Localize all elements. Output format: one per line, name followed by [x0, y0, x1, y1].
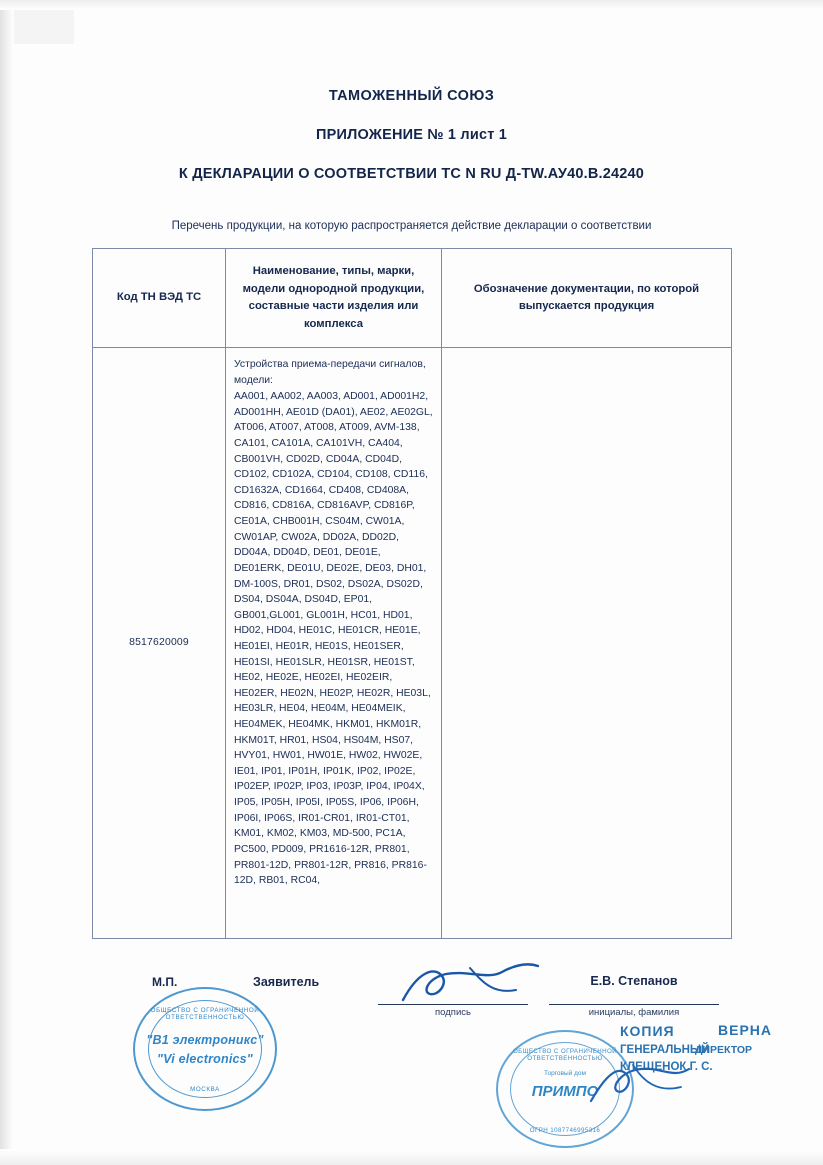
table-header-row	[93, 249, 731, 348]
document-title-declaration: К ДЕКЛАРАЦИИ О СООТВЕТСТВИИ ТС N RU Д-TW.АУ40.В.24240	[178, 166, 645, 182]
stamp2-subtitle: Торговый дом	[544, 1070, 586, 1077]
copy-position-label: ГЕНЕРАЛЬНЫЙ	[620, 1043, 710, 1056]
applicant-name: Е.В. Степанов	[590, 974, 678, 988]
stamp2-arc-top-text: ОБЩЕСТВО С ОГРАНИЧЕННОЙ ОТВЕТСТВЕННОСТЬЮ	[512, 1048, 618, 1062]
scan-edge-top	[0, 0, 823, 10]
copy-label: КОПИЯ	[620, 1023, 675, 1039]
table-cell-product-name	[226, 348, 442, 938]
table-cell-code	[93, 348, 226, 938]
table-header-code: Код ТН ВЭД ТС	[93, 249, 226, 347]
document-subtitle: Перечень продукции, на которую распространяется действие декларации о соответствии	[171, 220, 652, 232]
handwritten-signature-secondary-icon	[585, 1055, 705, 1110]
copy-verna-label: ВЕРНА	[718, 1022, 773, 1038]
table-header-product-name: Наименование, типы, марки, модели однородной продукции, составные части изделия или комплекса	[226, 249, 442, 347]
handwritten-signature-icon	[398, 960, 548, 1010]
table-header-documentation: Обозначение документации, по которой выпускается продукция	[473, 282, 700, 312]
scan-corner-artifact	[14, 10, 74, 44]
name-line	[549, 1004, 719, 1005]
document-title-customs-union: ТАМОЖЕННЫЙ СОЮЗ	[328, 88, 495, 104]
stamp-arc-bottom-text: МОСКВА	[190, 1086, 220, 1093]
copy-person-name: КЛЕЩЕНОК Г. С.	[620, 1061, 713, 1074]
document-header	[0, 88, 823, 232]
copy-director-label: ДИРЕКТОР	[695, 1044, 753, 1056]
stamp-arc-top-text: ОБЩЕСТВО С ОГРАНИЧЕННОЙ ОТВЕТСТВЕННОСТЬЮ	[150, 1007, 260, 1021]
stamp-company-name-en: "Vi electronics"	[157, 1052, 253, 1066]
product-code-value: 8517620009	[129, 637, 189, 649]
table-row	[93, 348, 731, 938]
stamp-company-name-ru: "В1 электроникс"	[146, 1033, 264, 1047]
stamp2-arc-bottom-text: ОГРН 1087746995316	[529, 1127, 601, 1134]
scan-edge-bottom	[0, 1149, 823, 1165]
company-stamp-vi-electronics	[131, 985, 279, 1113]
table-cell-documentation	[442, 348, 731, 938]
product-table	[92, 248, 732, 939]
stamp2-company-name: ПРИМПО	[531, 1083, 599, 1100]
applicant-label: Заявитель	[253, 975, 320, 989]
seal-place-label: М.П.	[152, 975, 178, 989]
signature-caption: подпись	[435, 1007, 471, 1018]
product-model-list: AA001, AA002, AA003, AD001, AD001H2, AD001HH, AE01D (DA01), AE02, AE02GL, AT006, AT007, AT008, AT009, AVM-138, CA101, CA101A, CA101VH, CA404, CB001VH, CD02D, CD04A, CD04D, CD102, CD102A, CD104, CD108, CD116, CD1632A, CD1664, CD408, CD408A, CD816, CD816A, CD816AVP, CD816P, CE01A, CHB001H, CS04M, CW01A, CW01AP, CW02A, DD02A, DD02D, DD04A, DD04D, DE01, DE01E, DE01ERK, DE01U, DE02E, DE03, DH01, DM-100S, DR01, DS02, DS02A, DS02D, DS04, DS04A, DS04D, EP01, GB001,GL001, GL001H, HC01, HD01, HD02, HD04, HE01C, HE01CR, HE01E, HE01EI, HE01R, HE01S, HE01SER, HE01SI, HE01SLR, HE01SR, HE01ST, HE02, HE02E, HE02EI, HE02EIR, HE02ER, HE02N, HE02P, HE02R, HE03L, HE03LR, HE04, HE04M, HE04MEIK, HE04MEK, HE04MK, HKM01, HKM01R, HKM01T, HR01, HS04, HS04M, HS07, HVY01, HW01, HW01E, HW02, HW02E, IE01, IP01, IP01H, IP01K, IP02, IP02E, IP02EP, IP02P, IP03, IP03P, IP04, IP04X, IP05, IP05H, IP05I, IP05S, IP06, IP06H, IP06I, IP06S, IR01-CR01, IR01-CT01, KM01, KM02, KM03, MD-500, PC1A, PC500, PD009, PR1616-12R, PR801, PR801-12D, PR801-12R, PR816, PR816-12D, RB01, RC04,	[234, 391, 433, 887]
product-intro-text: Устройства приема-передачи сигналов, модели:	[234, 359, 426, 386]
name-caption: инициалы, фамилия	[588, 1007, 680, 1018]
document-title-appendix: ПРИЛОЖЕНИЕ № 1 лист 1	[315, 127, 507, 143]
